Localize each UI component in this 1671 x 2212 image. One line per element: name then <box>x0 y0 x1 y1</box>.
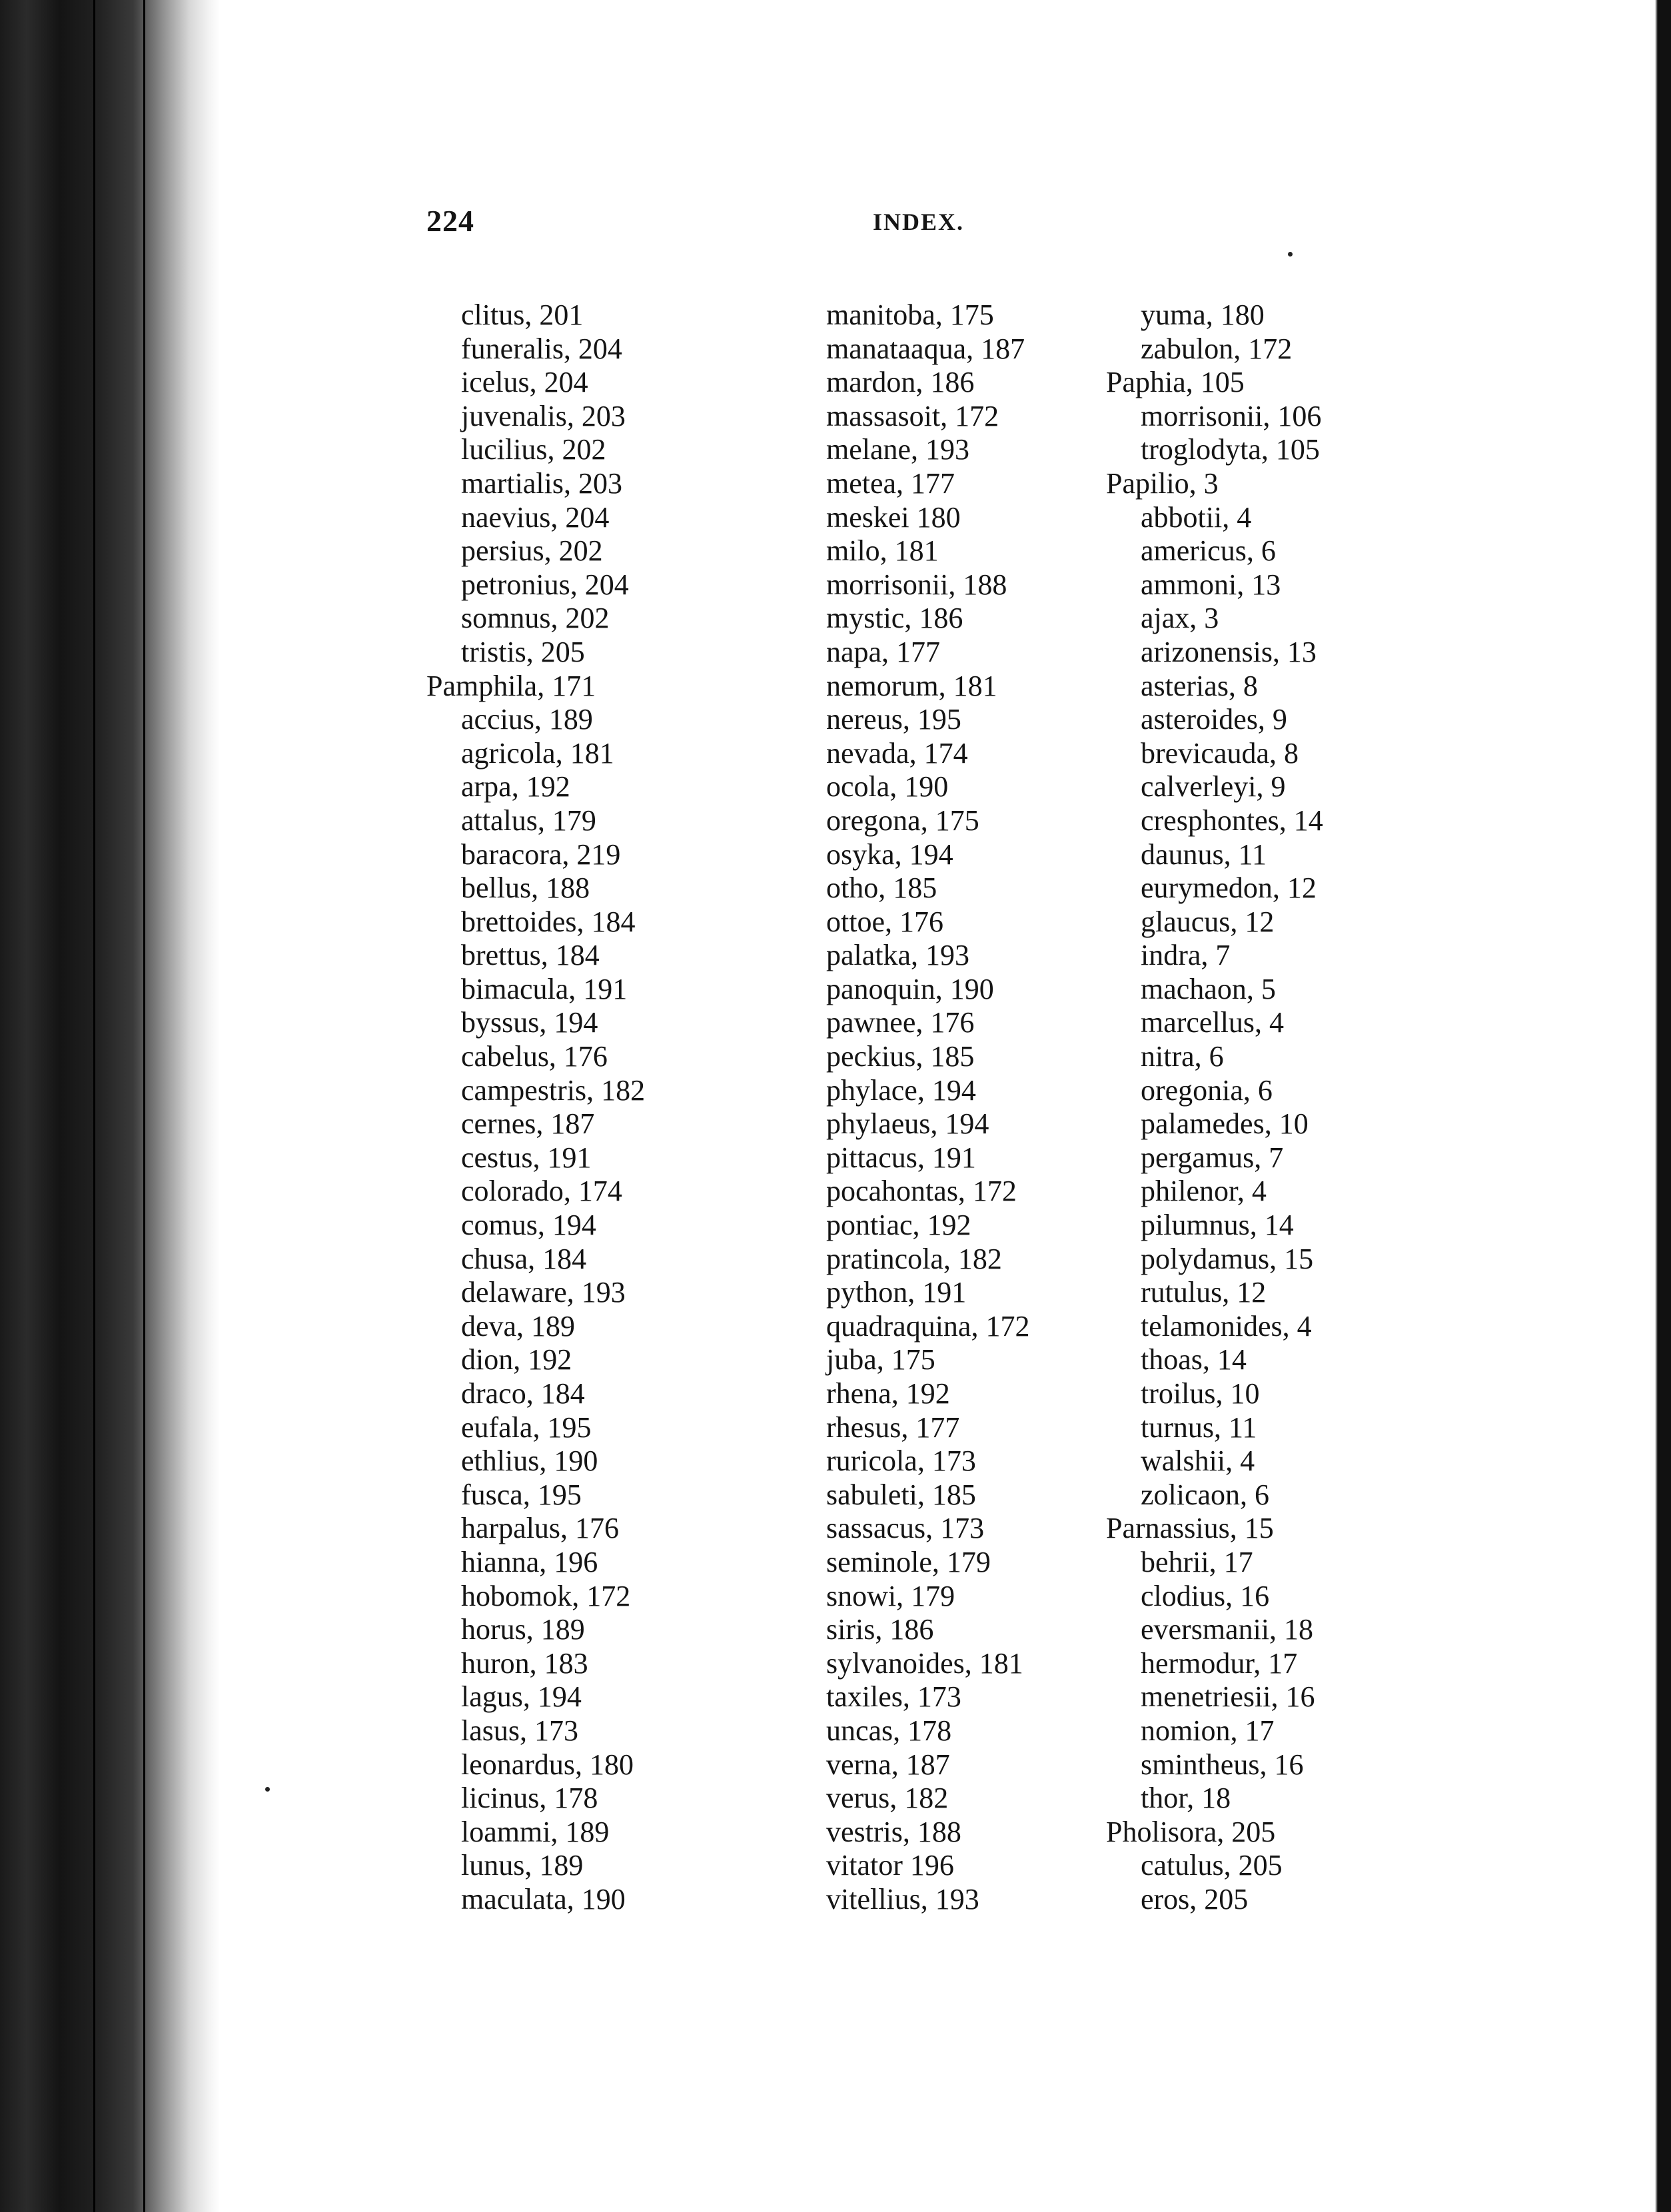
index-entry-species: pilumnus, 14 <box>1141 1209 1294 1242</box>
index-entry-species: machaon, 5 <box>1141 972 1276 1005</box>
index-entry-species: manitoba, 175 <box>826 298 994 331</box>
index-entry-species: walshii, 4 <box>1141 1444 1255 1478</box>
index-entry-species: somnus, 202 <box>461 602 610 635</box>
index-entry-species: huron, 183 <box>461 1646 588 1680</box>
binding-line <box>93 0 95 2212</box>
index-entry-species: zabulon, 172 <box>1141 332 1293 365</box>
index-entry-species: funeralis, 204 <box>461 332 622 365</box>
index-entry-species: cabelus, 176 <box>461 1040 608 1073</box>
index-entry-species: brettus, 184 <box>461 939 600 972</box>
index-entry-species: marcellus, 4 <box>1141 1006 1285 1039</box>
index-entry-species: lasus, 173 <box>461 1714 578 1747</box>
index-entry-species: arizonensis, 13 <box>1141 635 1317 668</box>
index-entry-species: ruricola, 173 <box>826 1444 976 1478</box>
index-entry-species: lagus, 194 <box>461 1680 582 1714</box>
index-entry-species: asterias, 8 <box>1141 669 1258 702</box>
index-entry-species: pocahontas, 172 <box>826 1175 1017 1208</box>
index-entry-species: indra, 7 <box>1141 939 1231 972</box>
index-entry-species: pergamus, 7 <box>1141 1141 1284 1174</box>
index-entry-species: palatka, 193 <box>826 939 970 972</box>
index-entry-species: baracora, 219 <box>461 837 621 871</box>
index-entry-species: eros, 205 <box>1141 1882 1249 1916</box>
index-entry-species: sassacus, 173 <box>826 1512 985 1545</box>
index-entry-species: pittacus, 191 <box>826 1141 976 1174</box>
index-entry-species: hianna, 196 <box>461 1545 598 1578</box>
page-number: 224 <box>426 204 474 238</box>
index-entry-genus: Papilio, 3 <box>1106 466 1219 500</box>
index-entry-species: nitra, 6 <box>1141 1040 1224 1073</box>
index-entry-species: brettoides, 184 <box>461 905 636 938</box>
index-entry-species: melane, 193 <box>826 433 970 466</box>
index-entry-species: nevada, 174 <box>826 736 968 770</box>
index-entry-species: oregona, 175 <box>826 804 979 837</box>
index-entry-species: oregonia, 6 <box>1141 1073 1273 1107</box>
index-entry-species: americus, 6 <box>1141 534 1276 568</box>
index-entry-species: eufala, 195 <box>461 1410 592 1444</box>
index-entry-species: agricola, 181 <box>461 736 614 770</box>
index-entry-species: philenor, 4 <box>1141 1175 1267 1208</box>
index-entry-species: pratincola, 182 <box>826 1242 1002 1275</box>
index-entry-species: cernes, 187 <box>461 1107 595 1141</box>
index-entry-species: troglodyta, 105 <box>1141 433 1320 466</box>
index-entry-species: ammoni, 13 <box>1141 568 1281 601</box>
index-entry-species: deva, 189 <box>461 1309 576 1343</box>
index-entry-species: thoas, 14 <box>1141 1343 1247 1377</box>
index-column-1 <box>426 298 645 1917</box>
index-entry-species: rhena, 192 <box>826 1377 950 1410</box>
index-entry-species: accius, 189 <box>461 703 593 736</box>
index-entry-species: horus, 189 <box>461 1613 585 1646</box>
index-entry-species: sylvanoides, 181 <box>826 1646 1023 1680</box>
index-entry-species: fusca, 195 <box>461 1478 582 1511</box>
index-entry-species: troilus, 10 <box>1141 1377 1260 1410</box>
index-entry-species: calverleyi, 9 <box>1141 770 1286 804</box>
index-entry-species: mardon, 186 <box>826 366 975 399</box>
index-entry-species: palamedes, 10 <box>1141 1107 1309 1141</box>
index-entry-species: polydamus, 15 <box>1141 1242 1314 1275</box>
index-entry-species: peckius, 185 <box>826 1040 975 1073</box>
index-entry-species: arpa, 192 <box>461 770 570 804</box>
print-speck <box>265 1787 270 1792</box>
index-entry-species: tristis, 205 <box>461 635 585 668</box>
index-entry-species: catulus, 205 <box>1141 1849 1283 1882</box>
index-entry-species: sabuleti, 185 <box>826 1478 976 1511</box>
index-entry-species: abbotii, 4 <box>1141 500 1252 534</box>
index-entry-species: leonardus, 180 <box>461 1748 634 1781</box>
index-entry-species: lucilius, 202 <box>461 433 606 466</box>
index-entry-species: hermodur, 17 <box>1141 1646 1298 1680</box>
index-entry-species: lunus, 189 <box>461 1849 584 1882</box>
index-entry-species: milo, 181 <box>826 534 939 568</box>
index-entry-species: hobomok, 172 <box>461 1579 631 1612</box>
index-entry-species: seminole, 179 <box>826 1545 991 1578</box>
index-entry-species: smintheus, 16 <box>1141 1748 1304 1781</box>
index-entry-species: delaware, 193 <box>461 1276 626 1309</box>
index-entry-species: uncas, 178 <box>826 1714 952 1747</box>
index-entry-species: petronius, 204 <box>461 568 629 601</box>
index-entry-species: python, 191 <box>826 1276 967 1309</box>
index-entry-species: brevicauda, 8 <box>1141 736 1299 770</box>
index-entry-species: morrisonii, 106 <box>1141 399 1322 432</box>
index-entry-species: telamonides, 4 <box>1141 1309 1312 1343</box>
index-entry-species: meskei 180 <box>826 500 961 534</box>
index-entry-species: clodius, 16 <box>1141 1579 1270 1612</box>
index-entry-species: turnus, 11 <box>1141 1410 1257 1444</box>
index-entry-species: metea, 177 <box>826 466 955 500</box>
index-entry-species: nomion, 17 <box>1141 1714 1275 1747</box>
index-entry-species: comus, 194 <box>461 1209 596 1242</box>
index-entry-species: rutulus, 12 <box>1141 1276 1267 1309</box>
index-entry-species: ocola, 190 <box>826 770 949 804</box>
index-entry-species: loammi, 189 <box>461 1815 610 1848</box>
index-entry-species: maculata, 190 <box>461 1882 626 1916</box>
index-entry-species: massasoit, 172 <box>826 399 999 432</box>
index-entry-species: glaucus, 12 <box>1141 905 1275 938</box>
index-entry-species: phylace, 194 <box>826 1073 976 1107</box>
index-entry-species: martialis, 203 <box>461 466 622 500</box>
index-entry-species: juvenalis, 203 <box>461 399 626 432</box>
index-entry-genus: Parnassius, 15 <box>1106 1512 1274 1545</box>
index-entry-species: napa, 177 <box>826 635 941 668</box>
index-entry-species: licinus, 178 <box>461 1782 598 1815</box>
index-entry-species: vitellius, 193 <box>826 1882 979 1916</box>
index-entry-species: thor, 18 <box>1141 1782 1231 1815</box>
index-entry-species: ethlius, 190 <box>461 1444 598 1478</box>
index-entry-species: morrisonii, 188 <box>826 568 1007 601</box>
running-head: INDEX. <box>873 209 965 235</box>
index-entry-species: mystic, 186 <box>826 602 963 635</box>
index-entry-species: manataaqua, 187 <box>826 332 1025 365</box>
binding-line <box>143 0 145 2212</box>
index-entry-species: panoquin, 190 <box>826 972 994 1005</box>
index-entry-species: attalus, 179 <box>461 804 596 837</box>
index-column-3 <box>1106 298 1323 1917</box>
index-entry-species: pontiac, 192 <box>826 1209 971 1242</box>
index-entry-species: colorado, 174 <box>461 1175 622 1208</box>
index-entry-species: campestris, 182 <box>461 1073 646 1107</box>
index-entry-species: clitus, 201 <box>461 298 584 331</box>
book-binding-edge <box>0 0 220 2212</box>
index-entry-species: dion, 192 <box>461 1343 572 1377</box>
index-column-2 <box>792 298 1029 1917</box>
index-entry-species: rhesus, 177 <box>826 1410 960 1444</box>
index-entry-species: bimacula, 191 <box>461 972 628 1005</box>
index-entry-species: otho, 185 <box>826 871 937 905</box>
index-entry-species: menetriesii, 16 <box>1141 1680 1315 1714</box>
index-entry-species: zolicaon, 6 <box>1141 1478 1270 1511</box>
index-entry-species: verus, 182 <box>826 1782 949 1815</box>
index-entry-species: cresphontes, 14 <box>1141 804 1323 837</box>
print-speck <box>1288 252 1293 257</box>
index-entry-species: nereus, 195 <box>826 703 961 736</box>
index-entry-species: ottoe, 176 <box>826 905 943 938</box>
page-right-edge <box>1598 0 1671 2212</box>
index-entry-species: quadraquina, 172 <box>826 1309 1030 1343</box>
index-entry-species: vestris, 188 <box>826 1815 961 1848</box>
index-entry-species: siris, 186 <box>826 1613 934 1646</box>
index-entry-species: icelus, 204 <box>461 366 588 399</box>
index-entry-genus: Pamphila, 171 <box>426 669 596 702</box>
index-entry-species: eurymedon, 12 <box>1141 871 1317 905</box>
index-entry-species: chusa, 184 <box>461 1242 587 1275</box>
index-entry-species: pawnee, 176 <box>826 1006 975 1039</box>
index-entry-species: persius, 202 <box>461 534 603 568</box>
index-entry-species: verna, 187 <box>826 1748 950 1781</box>
index-entry-species: taxiles, 173 <box>826 1680 961 1714</box>
index-entry-species: juba, 175 <box>826 1343 935 1377</box>
index-entry-species: harpalus, 176 <box>461 1512 620 1545</box>
index-entry-species: ajax, 3 <box>1141 602 1219 635</box>
index-entry-species: draco, 184 <box>461 1377 585 1410</box>
index-entry-species: byssus, 194 <box>461 1006 598 1039</box>
index-entry-genus: Paphia, 105 <box>1106 366 1245 399</box>
index-entry-species: daunus, 11 <box>1141 837 1267 871</box>
index-entry-species: naevius, 204 <box>461 500 610 534</box>
index-entry-species: asteroides, 9 <box>1141 703 1287 736</box>
index-entry-species: osyka, 194 <box>826 837 953 871</box>
index-entry-species: eversmanii, 18 <box>1141 1613 1314 1646</box>
index-entry-species: vitator 196 <box>826 1849 954 1882</box>
index-entry-species: yuma, 180 <box>1141 298 1265 331</box>
index-entry-species: behrii, 17 <box>1141 1545 1253 1578</box>
index-entry-species: snowi, 179 <box>826 1579 955 1612</box>
index-entry-genus: Pholisora, 205 <box>1106 1815 1276 1848</box>
index-entry-species: nemorum, 181 <box>826 669 997 702</box>
index-entry-species: bellus, 188 <box>461 871 590 905</box>
index-entry-species: phylaeus, 194 <box>826 1107 989 1141</box>
index-entry-species: cestus, 191 <box>461 1141 592 1174</box>
